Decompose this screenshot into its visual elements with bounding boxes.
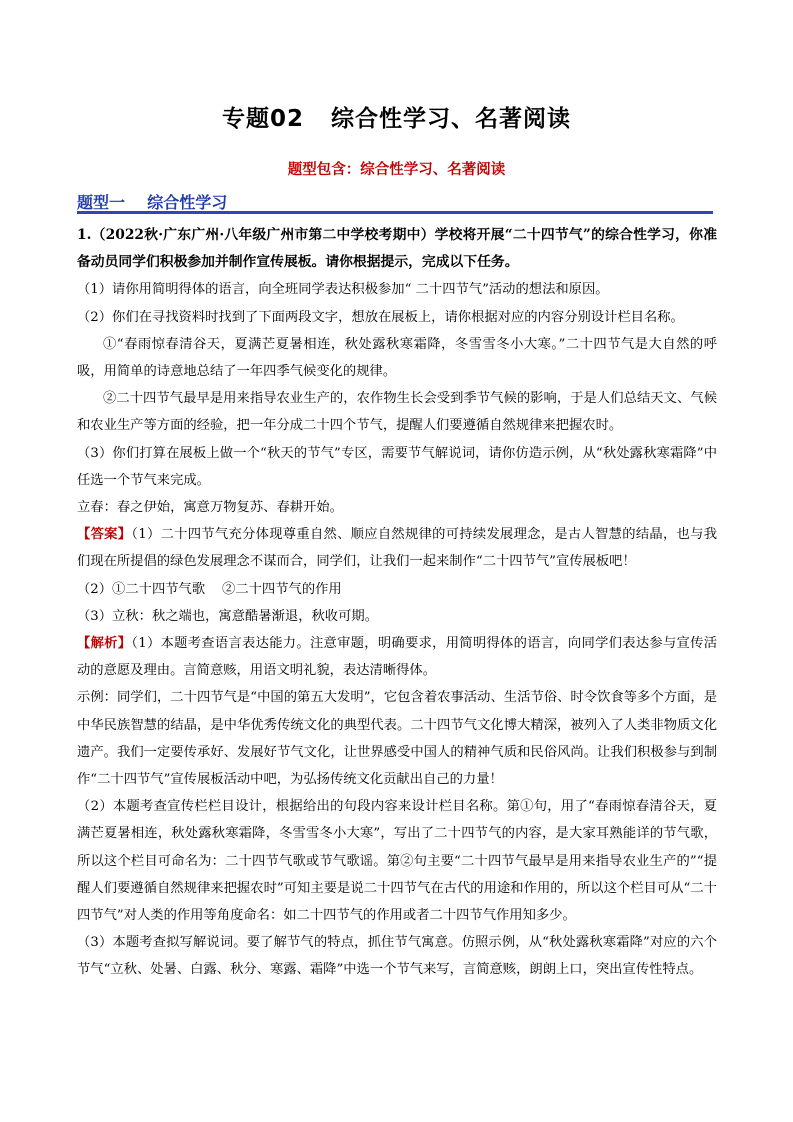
sub-question-3: （3）你们打算在展板上做一个“秋天的节气”专区，需要节气解说词，请你仿造示例，从“秋处露秋寒霜降”中任选一个节气来完成。 — [77, 445, 717, 488]
page-title: 专题02 综合性学习、名著阅读 — [221, 106, 572, 132]
answer-3: （3）立秋：秋之端也，寓意酷暑渐退，秋收可期。 — [77, 608, 378, 624]
question-type-subtitle: 题型包含：综合性学习、名著阅读 — [287, 161, 506, 178]
answer-2: （2）①二十四节气歌 ②二十四节气的作用 — [77, 581, 342, 597]
material-paragraph-1: ①“春雨惊春清谷天，夏满芒夏暑相连，秋处露秋寒霜降，冬雪雪冬小大寒。”二十四节气是大自然的呼吸，用简单的诗意地总结了一年四季气候变化的规律。 — [77, 336, 717, 380]
analysis-2: （2）本题考查宣传栏栏目设计，根据给出的句段内容来设计栏目名称。第①句，用了“春雨惊春清谷天，夏满芒夏暑相连，秋处露秋寒霜降，冬雪雪冬小大寒”，写出了二十四节气的内容，是大家耳熟能详的节气歌，所以这个栏目可命名为：二十四节气歌或节气歌谣。第②句主要“二十四节气最早是用来指导农业生产的”“提醒人们要遵循自然规律来把握农时”可知主要是说二十四节气在古代的用途和作用的，所以这个栏目可从“二十四节气”对人类的作用等角度命名：如二十四节气的作用或者二十四节气作用知多少。 — [77, 799, 717, 924]
question-body — [77, 222, 717, 984]
sub-question-1: （1）请你用简明得体的语言，向全班同学表达积极参加“ 二十四节气”活动的想法和原因。 — [77, 282, 609, 298]
sub-question-2: （2）你们在寻找资料时找到了下面两段文字，想放在展板上，请你根据对应的内容分别设计栏目名称。 — [77, 309, 684, 325]
analysis-label: 【解析】 — [77, 636, 132, 652]
analysis-3: （3）本题考查拟写解说词。要了解节气的特点，抓住节气寓意。仿照示例，从“秋处露秋寒霜降”对应的六个节气“立秋、处暑、白露、秋分、寒露、霜降”中选一个节气来写，言简意赅，朗朗上口，突出宣传性特点。 — [77, 935, 717, 978]
analysis-1-text: （1）本题考查语言表达能力。注意审题，明确要求，用简明得体的语言，向同学们表达参与宣传活动的意愿及理由。言简意赅，用语文明礼貌，表达清晰得体。 — [77, 636, 718, 679]
analysis-example: 示例：同学们，二十四节气是“中国的第五大发明”，它包含着农事活动、生活节俗、时令饮食等多个方面，是中华民族智慧的结晶，是中华优秀传统文化的典型代表。二十四节气文化博大精深，被列入了人类非物质文化遗产。我们一定要传承好、发展好节气文化，让世界感受中国人的精神气质和民俗风尚。让我们积极参与到制作“二十四节气”宣传展板活动中吧，为弘扬传统文化贡献出自己的力量！ — [77, 690, 717, 788]
example-text: 立春：春之伊始，寓意万物复苏、春耕开始。 — [77, 500, 343, 516]
section-heading — [77, 189, 713, 214]
question-stem: 1.（2022秋·广东广州·八年级广州市第二中学校考期中）学校将开展“二十四节气”的综合性学习，你准备动员同学们积极参加并制作宣传展板。请你根据提示，完成以下任务。 — [77, 227, 717, 271]
material-paragraph-2: ②二十四节气最早是用来指导农业生产的，农作物生长会受到季节气候的影响，于是人们总结天文、气候和农业生产等方面的经验，把一年分成二十四个节气，提醒人们要遵循自然规律来把握农时。 — [77, 391, 717, 434]
answer-label: 【答案】 — [77, 527, 132, 543]
section-heading-label: 题型一 综合性学习 — [77, 193, 228, 212]
analysis-1 — [77, 630, 717, 684]
answer-1 — [77, 521, 717, 575]
answer-1-text: （1）二十四节气充分体现尊重自然、顺应自然规律的可持续发展理念，是古人智慧的结晶，也与我们现在所提倡的绿色发展理念不谋而合，同学们，让我们一起来制作“二十四节气”宣传展板吧！ — [77, 527, 718, 570]
